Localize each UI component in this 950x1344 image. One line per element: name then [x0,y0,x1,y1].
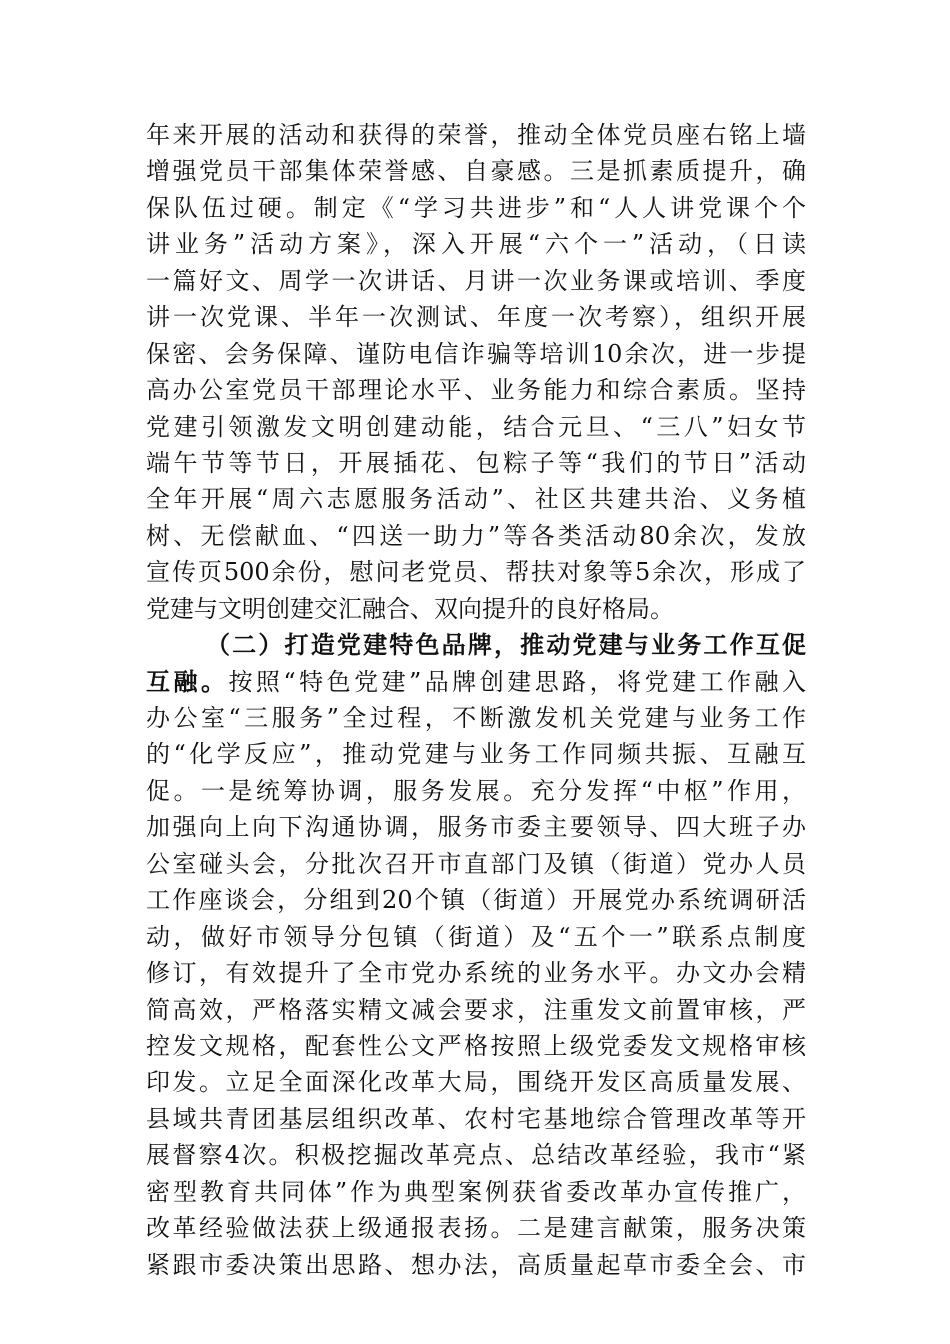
text-line: 县域共青团基层组织改革、农村宅基地综合管理改革等开 [146,1104,806,1133]
text-line: 改革经验做法获上级通报表扬。二是建言献策，服务决策 [146,1214,806,1243]
text-line: 党建与文明创建交汇融合、双向提升的良好格局。 [146,594,674,623]
body-text [146,117,806,1283]
text-line: 密型教育共同体”作为典型案例获省委改革办宣传推广， [146,1177,806,1206]
text-line-rest: 按照“特色党建”品牌创建思路，将党建工作融入 [228,667,806,696]
text-line: 展督察4次。积极挖掘改革亮点、总结改革经验，我市“紧 [146,1141,806,1170]
text-line: 紧跟市委决策出思路、想办法，高质量起草市委全会、市 [146,1250,806,1279]
text-line: 工作座谈会，分组到20个镇（街道）开展党办系统调研活 [146,886,806,915]
text-line: 年来开展的活动和获得的荣誉，推动全体党员座右铭上墙 [146,121,806,149]
text-line: 树、无偿献血、“四送一助力”等各类活动80余次，发放 [146,521,806,550]
text-line: 讲业务”活动方案》，深入开展“六个一”活动，（日读 [146,230,806,259]
text-line: 促。一是统筹协调，服务发展。充分发挥“中枢”作用， [146,776,806,805]
section-heading: （二）打造党建特色品牌，推动党建与业务工作互促 [206,630,806,660]
text-line: 保密、会务保障、谨防电信诈骗等培训10余次，进一步提 [146,339,806,368]
section-heading-end: 互融。 [146,666,229,696]
text-line: 动，做好市领导分包镇（街道）及“五个一”联系点制度 [146,922,806,951]
text-line: 印发。立足全面深化改革大局，围绕开发区高质量发展、 [146,1068,806,1097]
text-line: 简高效，严格落实精文减会要求，注重发文前置审核，严 [146,995,806,1024]
text-line: 公室碰头会，分批次召开市直部门及镇（街道）党办人员 [146,849,806,878]
text-line: 一篇好文、周学一次讲话、月讲一次业务课或培训、季度 [146,266,806,295]
text-line: 办公室“三服务”全过程，不断激发机关党建与业务工作 [146,704,806,732]
text-line: 的“化学反应”，推动党建与业务工作同频共振、互融互 [146,740,806,769]
text-line: 加强向上向下沟通协调，服务市委主要领导、四大班子办 [146,813,806,842]
text-line: 控发文规格，配套性公文严格按照上级党委发文规格审核 [146,1031,806,1060]
text-line: 党建引领激发文明创建动能，结合元旦、“三八”妇女节 [146,412,806,441]
text-line: 增强党员干部集体荣誉感、自豪感。三是抓素质提升，确 [146,157,806,186]
text-line: 保队伍过硬。制定《“学习共进步”和“人人讲党课个个 [146,193,806,222]
paragraph-1 [146,117,806,627]
text-line: 全年开展“周六志愿服务活动”、社区共建共治、义务植 [146,485,806,514]
text-line: 修订，有效提升了全市党办系统的业务水平。办文办会精 [146,959,806,988]
text-line: 宣传页500余份，慰问老党员、帮扶对象等5余次，形成了 [146,558,806,587]
text-line: 端午节等节日，开展插花、包粽子等“我们的节日”活动 [146,448,806,477]
paragraph-2 [146,627,806,1283]
text-line [146,664,806,700]
text-line: 讲一次党课、半年一次测试、年度一次考察），组织开展 [146,303,806,332]
text-line: 高办公室党员干部理论水平、业务能力和综合素质。坚持 [146,376,806,405]
